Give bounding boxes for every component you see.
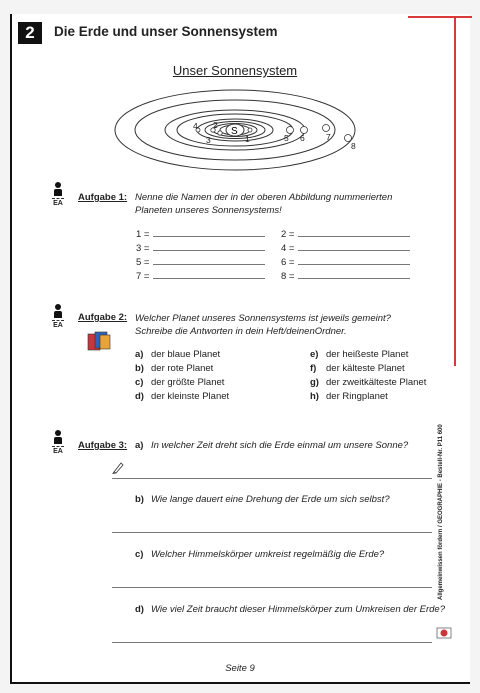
planet-label-3: 3 (206, 135, 211, 145)
diagram-title: Unser Sonnensystem (172, 63, 298, 78)
publisher-logo (436, 626, 452, 640)
answer-line-c (112, 587, 432, 588)
answer-7: 7 = (136, 270, 265, 282)
red-border-top (408, 16, 472, 18)
task2-text: Welcher Planet unseres Sonnensystems ist jeweils gemeint? Schreibe die Antworten in dein Heft/deinenOrdner. (135, 313, 391, 337)
option-h: h) der Ringplanet (310, 391, 388, 402)
sun-label: S (231, 126, 238, 137)
answer-6: 6 = (281, 256, 410, 268)
option-f: f) der kälteste Planet (310, 363, 405, 374)
planet-label-2: 2 (213, 120, 218, 130)
option-a: a) der blaue Planet (135, 349, 221, 360)
planet-1 (248, 128, 252, 132)
planet-3 (218, 131, 222, 135)
page-title: Die Erde und unser Sonnensystem (54, 24, 278, 39)
answer-1: 1 = (136, 228, 265, 240)
option-d: d) der kleinste Planet (135, 391, 230, 402)
individual-work-icon: EA (51, 304, 65, 329)
answer-line-d (112, 642, 432, 643)
notebook-icon (86, 330, 112, 352)
planet-label-6: 6 (300, 133, 305, 143)
planet-label-5: 5 (284, 133, 289, 143)
planet-label-1: 1 (245, 134, 250, 144)
planet-label-7: 7 (326, 132, 331, 142)
answer-line-a (112, 478, 432, 479)
task3-label: Aufgabe 3: (78, 440, 128, 451)
task2-label: Aufgabe 2: (78, 312, 128, 323)
option-e: e) der heißeste Planet (310, 349, 409, 360)
question-a: a) In welcher Zeit dreht sich die Erde einmal um unsere Sonne? (135, 440, 409, 451)
question-d: d) Wie viel Zeit braucht dieser Himmelskörper zum Umkreisen der Erde? (135, 604, 445, 615)
pencil-icon (112, 460, 124, 474)
planet-label-4: 4 (193, 121, 198, 131)
task1-text: Nenne die Namen der in der oberen Abbildung nummerierten Planeten unseres Sonnensystems! (135, 192, 393, 216)
answer-4: 4 = (281, 242, 410, 254)
page-number: Seite 9 (225, 663, 255, 674)
task1-label: Aufgabe 1: (78, 192, 128, 203)
planet-label-8: 8 (351, 141, 356, 151)
option-g: g) der zweitkälteste Planet (310, 377, 427, 388)
answer-3: 3 = (136, 242, 265, 254)
answer-line-b (112, 532, 432, 533)
question-b: b) Wie lange dauert eine Drehung der Erde um sich selbst? (135, 494, 390, 505)
option-c: c) der größte Planet (135, 377, 225, 388)
individual-work-icon: EA (51, 430, 65, 455)
answer-5: 5 = (136, 256, 265, 268)
section-number: 2 (18, 22, 42, 44)
side-publisher-text: Allgemeinwissen fördern / GEOGRAPHIE - Bestell-Nr. P11 600 (438, 424, 444, 600)
planet-7 (323, 125, 330, 132)
question-c: c) Welcher Himmelskörper umkreist regelmäßig die Erde? (135, 549, 385, 560)
option-b: b) der rote Planet (135, 363, 214, 374)
individual-work-icon: EA (51, 182, 65, 207)
answer-8: 8 = (281, 270, 410, 282)
answer-2: 2 = (281, 228, 410, 240)
solar-system-diagram (110, 86, 370, 176)
